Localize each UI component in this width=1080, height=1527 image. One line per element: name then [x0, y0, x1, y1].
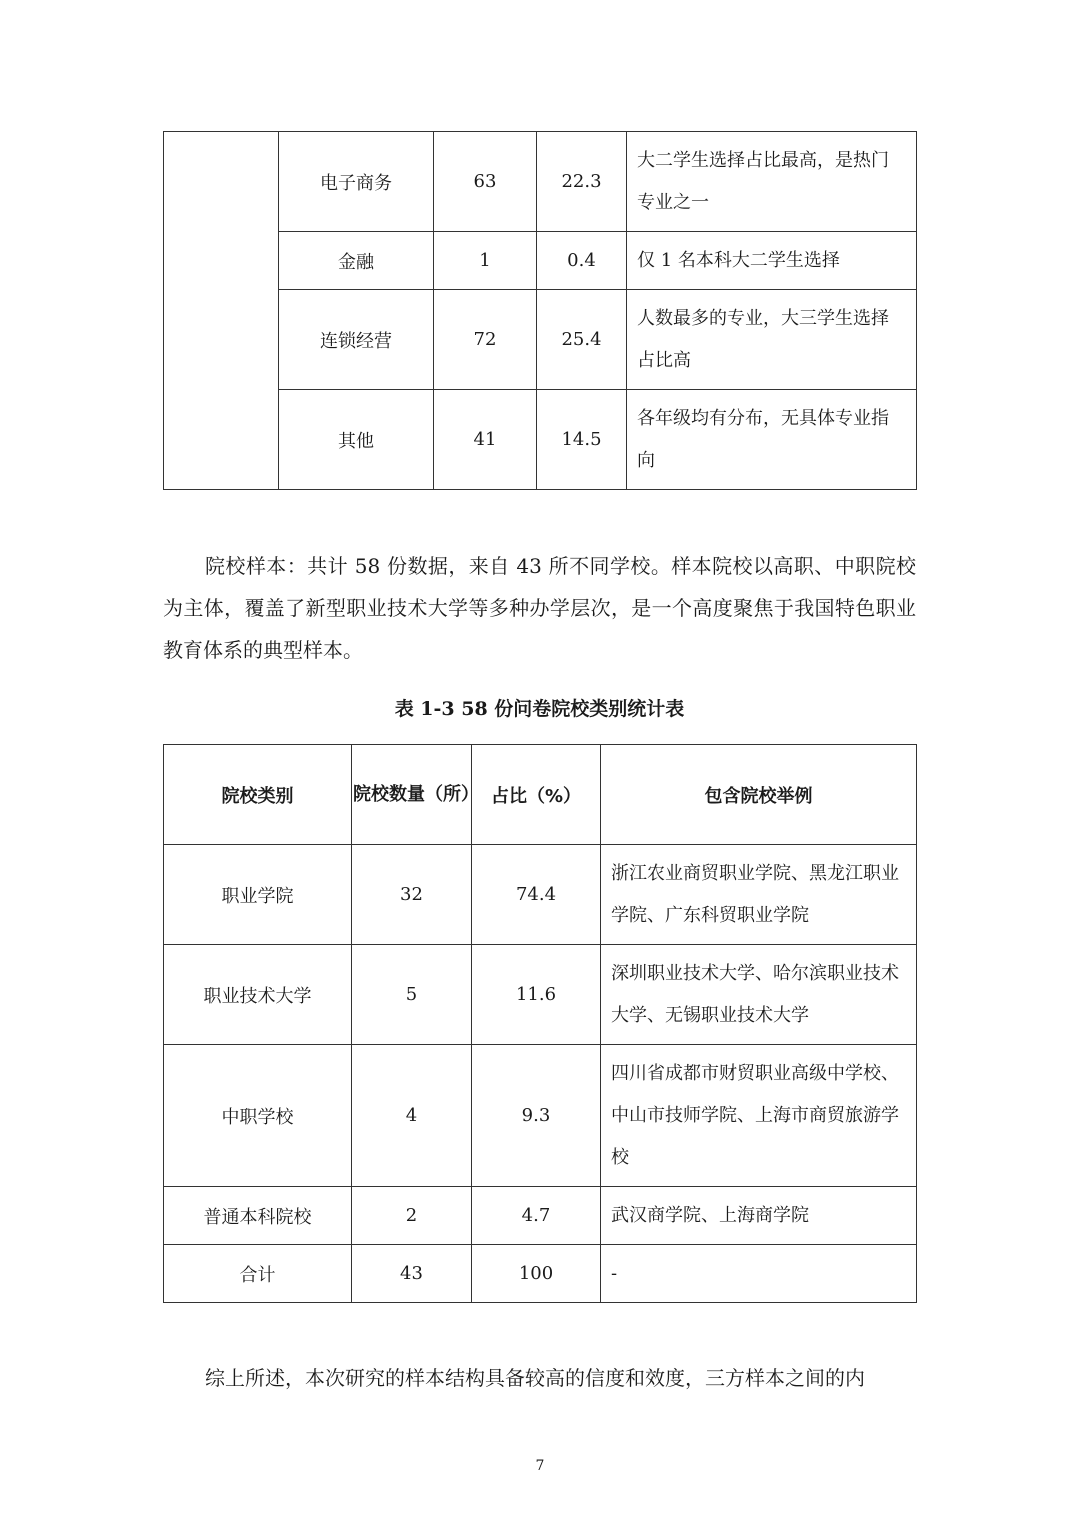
school-type-table	[163, 744, 917, 1303]
examples-cell: -	[601, 1245, 917, 1303]
percent-cell: 9.3	[472, 1045, 601, 1187]
header-percent: 占比（%）	[472, 745, 601, 845]
count-cell: 72	[434, 290, 537, 390]
summary-paragraph: 综上所述，本次研究的样本结构具备较高的信度和效度，三方样本之间的内	[205, 1366, 865, 1390]
examples-cell: 四川省成都市财贸职业高级中学校、中山市技师学院、上海市商贸旅游学校	[601, 1045, 917, 1187]
count-cell: 5	[352, 945, 472, 1045]
major-distribution-table	[163, 131, 917, 490]
type-cell: 合计	[164, 1245, 352, 1303]
percent-cell: 74.4	[472, 845, 601, 945]
percent-cell: 22.3	[537, 132, 627, 232]
table-header-row	[164, 745, 917, 845]
major-cell: 其他	[279, 390, 434, 490]
note-cell: 人数最多的专业，大三学生选择占比高	[627, 290, 917, 390]
percent-cell: 25.4	[537, 290, 627, 390]
note-cell: 仅 1 名本科大二学生选择	[627, 232, 917, 290]
count-cell: 43	[352, 1245, 472, 1303]
type-cell: 中职学校	[164, 1045, 352, 1187]
note-cell: 大二学生选择占比最高，是热门专业之一	[627, 132, 917, 232]
note-cell: 各年级均有分布，无具体专业指向	[627, 390, 917, 490]
count-cell: 41	[434, 390, 537, 490]
percent-cell: 100	[472, 1245, 601, 1303]
count-cell: 2	[352, 1187, 472, 1245]
table-row	[164, 845, 917, 945]
count-cell: 4	[352, 1045, 472, 1187]
table-caption: 表 1-3 58 份问卷院校类别统计表	[394, 698, 685, 720]
type-cell: 普通本科院校	[164, 1187, 352, 1245]
page-number: 7	[535, 1458, 545, 1474]
type-cell: 职业学院	[164, 845, 352, 945]
examples-cell: 武汉商学院、上海商学院	[601, 1187, 917, 1245]
table-row	[164, 1045, 917, 1187]
header-school-type: 院校类别	[164, 745, 352, 845]
count-cell: 32	[352, 845, 472, 945]
examples-cell: 浙江农业商贸职业学院、黑龙江职业学院、广东科贸职业学院	[601, 845, 917, 945]
major-cell: 连锁经营	[279, 290, 434, 390]
header-school-count: 院校数量（所）	[352, 745, 472, 845]
table-total-row	[164, 1245, 917, 1303]
major-cell: 金融	[279, 232, 434, 290]
merged-category-cell	[164, 132, 279, 490]
header-examples: 包含院校举例	[601, 745, 917, 845]
percent-cell: 4.7	[472, 1187, 601, 1245]
count-cell: 1	[434, 232, 537, 290]
major-cell: 电子商务	[279, 132, 434, 232]
percent-cell: 0.4	[537, 232, 627, 290]
count-cell: 63	[434, 132, 537, 232]
table-row	[164, 1187, 917, 1245]
percent-cell: 14.5	[537, 390, 627, 490]
school-sample-paragraph: 院校样本：共计 58 份数据，来自 43 所不同学校。样本院校以高职、中职院校为主体，覆盖了新型职业技术大学等多种办学层次，是一个高度聚焦于我国特色职业教育体系的典型样本。	[163, 554, 916, 662]
table-row	[164, 132, 917, 232]
examples-cell: 深圳职业技术大学、哈尔滨职业技术大学、无锡职业技术大学	[601, 945, 917, 1045]
percent-cell: 11.6	[472, 945, 601, 1045]
type-cell: 职业技术大学	[164, 945, 352, 1045]
table-row	[164, 945, 917, 1045]
